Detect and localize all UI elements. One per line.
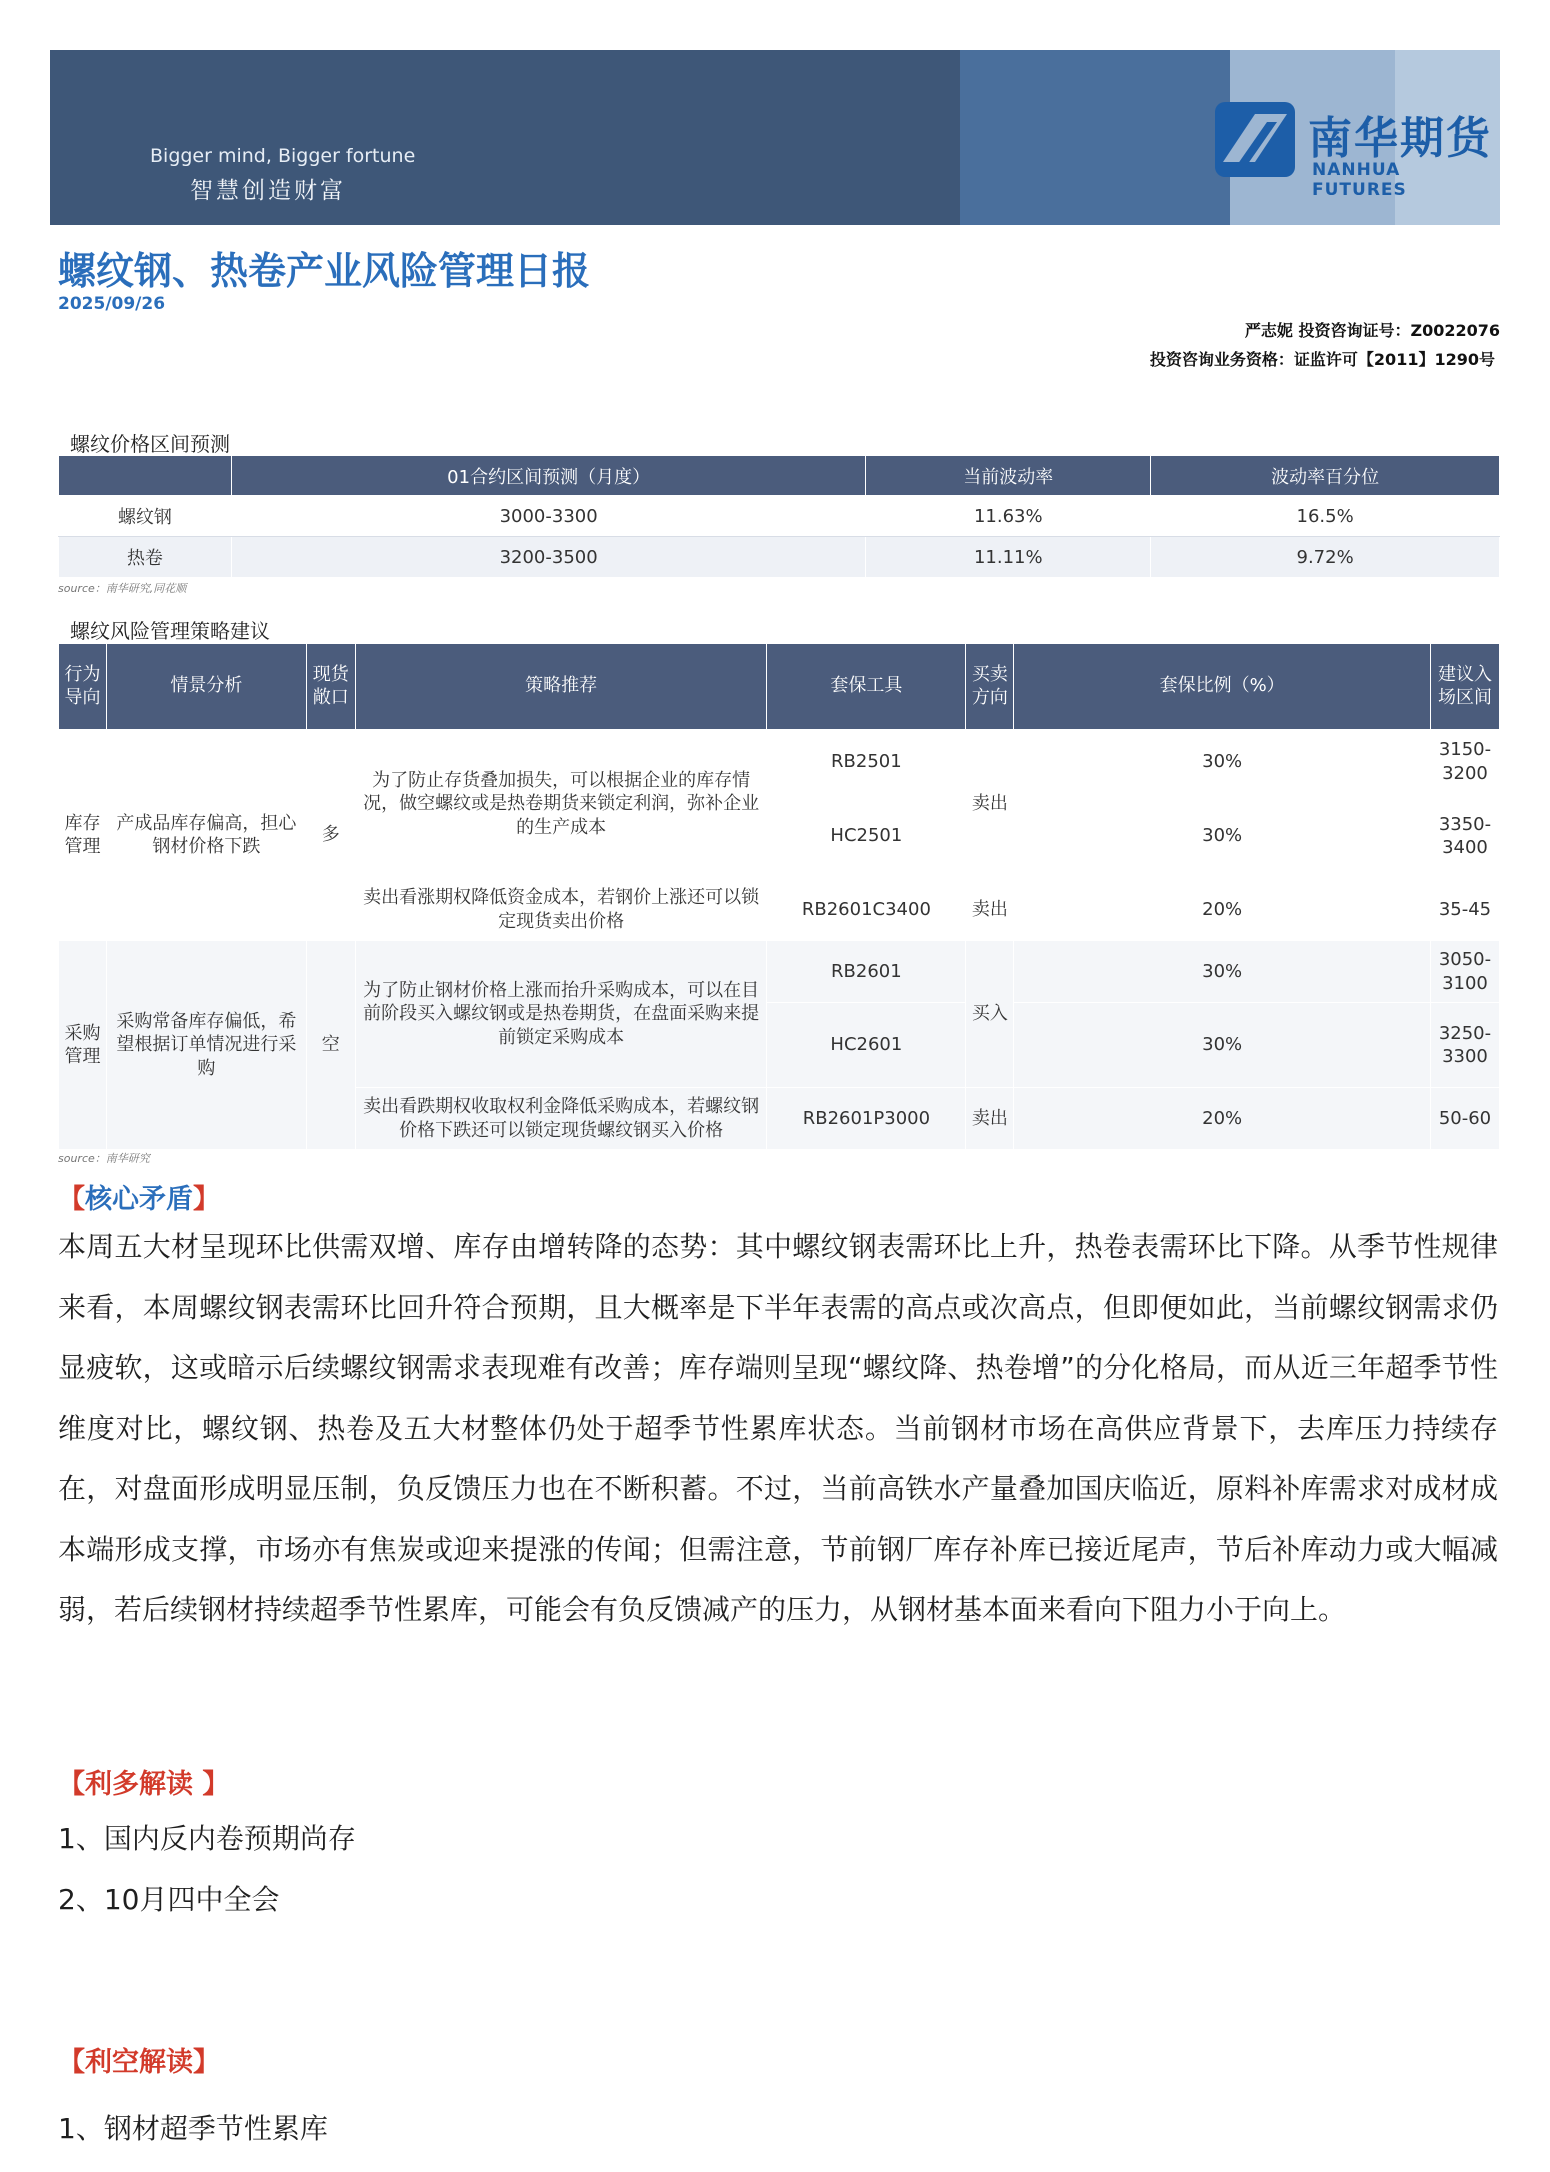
table-header: 当前波动率 — [866, 456, 1151, 496]
report-title: 螺纹钢、热卷产业风险管理日报 — [58, 249, 591, 293]
table-row: 热卷 3200-3500 11.11% 9.72% — [59, 537, 1500, 578]
price-forecast-table — [58, 455, 1500, 578]
table-header: 现货敞口 — [306, 644, 355, 730]
core-paragraph: 本周五大材呈现环比供需双增、库存由增转降的态势：其中螺纹钢表需环比上升，热卷表需环比下降。从季节性规律来看，本周螺纹钢表需环比回升符合预期，且大概率是下半年表需的高点或次高点，但即便如此，当前螺纹钢需求仍显疲软，这或暗示后续螺纹钢需求表现难有改善；库存端则呈现“螺纹降、热卷增”的分化格局，而从近三年超季节性维度对比，螺纹钢、热卷及五大材整体仍处于超季节性累库状态。当前钢材市场在高供应背景下，去库压力持续存在，对盘面形成明显压制，负反馈压力也在不断积蓄。不过，当前高铁水产量叠加国庆临近，原料补库需求对成材成本端形成支撑，市场亦有焦炭或迎来提涨的传闻；但需注意，节前钢厂库存补库已接近尾声，节后补库动力或大幅减弱，若后续钢材持续超季节性累库，可能会有负反馈减产的压力，从钢材基本面来看向下阻力小于向上。 — [58, 1230, 1498, 1626]
table-header: 策略推荐 — [355, 644, 767, 730]
table-header: 情景分析 — [106, 644, 306, 730]
header-banner — [50, 50, 1500, 225]
table-row: HC2501 30% 3350-3400 — [59, 794, 1500, 879]
logo-text-en: NANHUA FUTURES — [1312, 160, 1407, 200]
table-header: 套保工具 — [767, 644, 966, 730]
list-item: 2、10月四中全会 — [58, 1883, 280, 1916]
table-header: 行为导向 — [59, 644, 107, 730]
table-row: 卖出看涨期权降低资金成本，若钢价上涨还可以锁定现货卖出价格 RB2601C3400 卖出 20% 35-45 — [59, 879, 1500, 941]
table-row: 卖出看跌期权收取权利金降低采购成本，若螺纹钢价格下跌还可以锁定现货螺纹钢买入价格 RB2601P3000 卖出 20% 50-60 — [59, 1088, 1500, 1150]
price-table-source: source：南华研究,同花顺 — [58, 582, 187, 595]
table-row: HC2601 30% 3250-3300 — [59, 1003, 1500, 1088]
table-header: 套保比例（%） — [1014, 644, 1431, 730]
strategy-table-label: 螺纹风险管理策略建议 — [70, 619, 270, 643]
logo-text-cn: 南华期货 — [1308, 113, 1492, 164]
report-date: 2025/09/26 — [58, 294, 166, 314]
list-item: 1、钢材超季节性累库 — [58, 2112, 328, 2145]
table-row: 库存管理 产成品库存偏高，担心钢材价格下跌 多 为了防止存货叠加损失，可以根据企业的库存情况，做空螺纹或是热卷期货来锁定利润，弥补企业的生产成本 RB2501 卖出 30% 3150-3200 — [59, 730, 1500, 794]
table-header: 波动率百分位 — [1151, 456, 1500, 496]
price-table-label: 螺纹价格区间预测 — [70, 432, 230, 456]
table-header — [59, 456, 232, 496]
table-row: 采购管理 采购常备库存偏低，希望根据订单情况进行采购 空 为了防止钢材价格上涨而抬升采购成本，可以在目前阶段买入螺纹钢或是热卷期货，在盘面采购来提前锁定采购成本 RB2601 买入 30% 3050-3100 — [59, 941, 1500, 1003]
slogan-en: Bigger mind, Bigger fortune — [150, 145, 416, 167]
list-item: 1、国内反内卷预期尚存 — [58, 1822, 356, 1855]
table-row: 螺纹钢 3000-3300 11.63% 16.5% — [59, 496, 1500, 537]
bearish-heading: 【利空解读】 — [58, 2047, 220, 2078]
table-header: 01合约区间预测（月度） — [231, 456, 866, 496]
qualification-info: 投资咨询业务资格：证监许可【2011】1290号 — [1149, 350, 1495, 369]
slogan-cn: 智慧创造财富 — [190, 178, 346, 204]
strategy-table — [58, 643, 1500, 1150]
nanhua-logo-icon — [1215, 102, 1295, 177]
core-heading: 【核心矛盾】 — [58, 1184, 220, 1215]
bullish-heading: 【利多解读 】 — [58, 1769, 230, 1800]
table-header: 买卖方向 — [966, 644, 1014, 730]
strategy-table-source: source：南华研究 — [58, 1152, 150, 1165]
analyst-info: 严志妮 投资咨询证号：Z0022076 — [1244, 321, 1500, 340]
table-header: 建议入场区间 — [1430, 644, 1499, 730]
